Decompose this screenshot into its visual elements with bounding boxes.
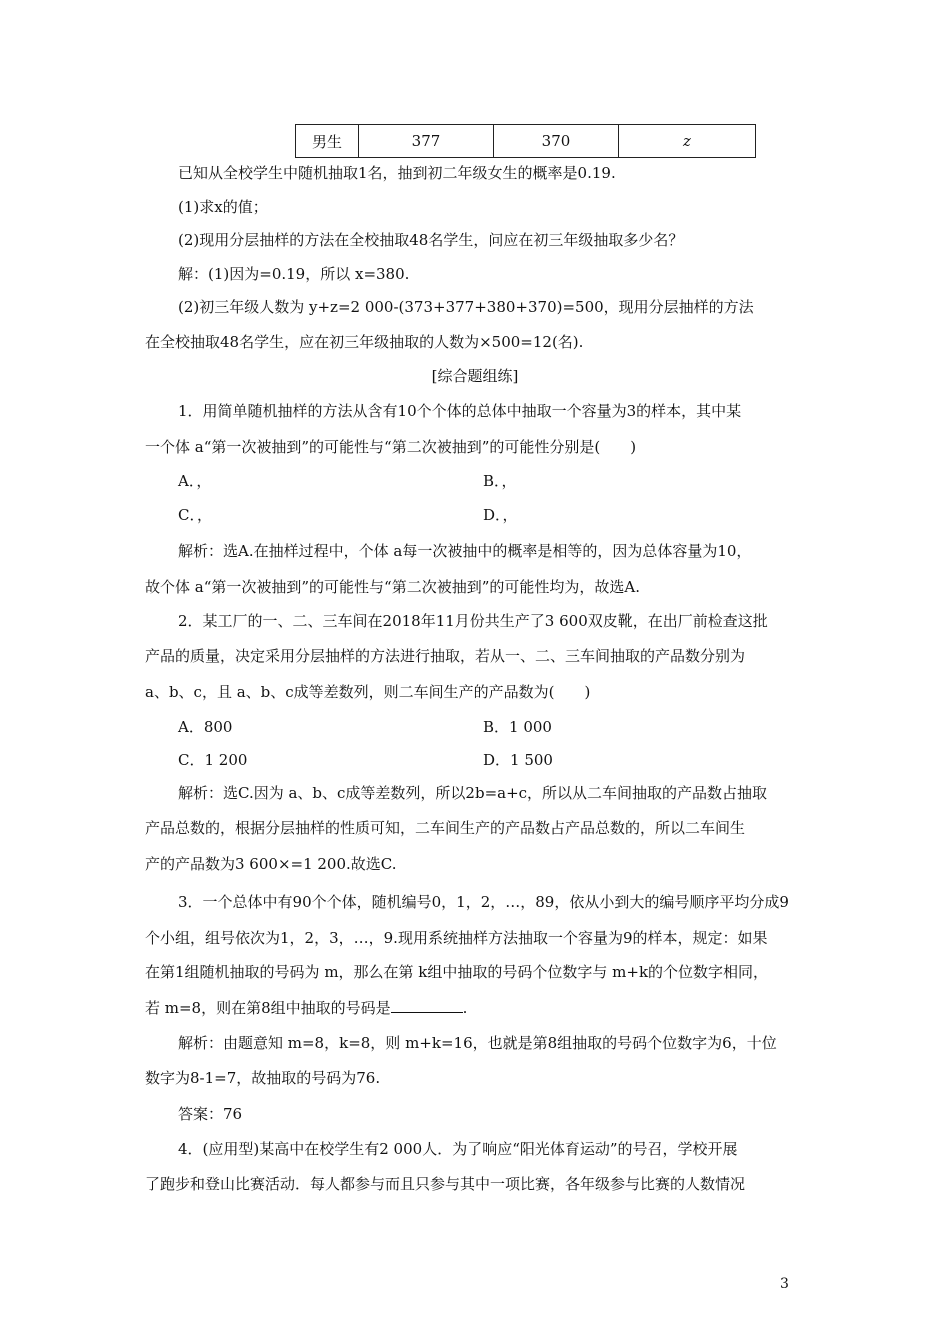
answer-line: 答案：76 bbox=[178, 1105, 243, 1123]
option-a: A．， bbox=[178, 472, 212, 490]
question-line: 3．一个总体中有90个个体，随机编号0，1，2，…，89，依从小到大的编号顺序平均分成9 bbox=[178, 893, 789, 911]
question-line: 在第1组随机抽取的号码为 m，那么在第 k组中抽取的号码个位数字与 m+k的个位数字相同， bbox=[145, 963, 769, 981]
question-line: 产品的质量，决定采用分层抽样的方法进行抽取，若从一、二、三车间抽取的产品数分别为 bbox=[145, 647, 746, 665]
table-cell-label: 男生 bbox=[296, 125, 359, 158]
table-row bbox=[296, 125, 756, 158]
question-line: 了跑步和登山比赛活动．每人都参与而且只参与其中一项比赛，各年级参与比赛的人数情况 bbox=[145, 1175, 746, 1193]
solution-line: 解析：选A.在抽样过程中，个体 a每一次被抽中的概率是相等的，因为总体容量为10， bbox=[178, 542, 752, 560]
question-line-with-blank bbox=[145, 998, 467, 1018]
question-line: a、b、c，且 a、b、c成等差数列，则二车间生产的产品数为( ) bbox=[145, 683, 591, 701]
question-line: 4．(应用型)某高中在校学生有2 000人．为了响应“阳光体育运动”的号召，学校开展 bbox=[178, 1140, 738, 1158]
question-line: 2．某工厂的一、二、三车间在2018年11月份共生产了3 600双皮靴，在出厂前检查这批 bbox=[178, 612, 768, 630]
option-d: D．1 500 bbox=[483, 751, 553, 769]
solution-line: 产的产品数为3 600×=1 200.故选C. bbox=[145, 855, 397, 873]
student-count-table-fragment bbox=[295, 124, 756, 158]
question-text: 若 m=8，则在第8组中抽取的号码是 bbox=[145, 999, 391, 1017]
option-d: D．， bbox=[483, 506, 518, 524]
solution-line: 故个体 a“第一次被抽到”的可能性与“第二次被抽到”的可能性均为，故选A. bbox=[145, 578, 640, 596]
text-line: (2)现用分层抽样的方法在全校抽取48名学生，问应在初三年级抽取多少名？ bbox=[178, 231, 684, 249]
option-b: B．1 000 bbox=[483, 718, 552, 736]
question-line: 1．用简单随机抽样的方法从含有10个个体的总体中抽取一个容量为3的样本，其中某 bbox=[178, 402, 742, 420]
page-number: 3 bbox=[780, 1276, 789, 1292]
question-end: . bbox=[462, 999, 468, 1017]
option-b: B．， bbox=[483, 472, 517, 490]
table-cell: 370 bbox=[494, 125, 619, 158]
option-a: A．800 bbox=[178, 718, 233, 736]
text-line: 已知从全校学生中随机抽取1名，抽到初二年级女生的概率是0.19. bbox=[178, 164, 616, 182]
solution-line: 解析：由题意知 m=8，k=8，则 m+k=16，也就是第8组抽取的号码个位数字为6，十位 bbox=[178, 1034, 777, 1052]
question-line: 个小组，组号依次为1，2，3，…，9.现用系统抽样方法抽取一个容量为9的样本，规定：如果 bbox=[145, 929, 768, 947]
table-cell: z bbox=[619, 125, 756, 158]
answer-blank bbox=[391, 998, 463, 1013]
solution-line: 解析：选C.因为 a、b、c成等差数列，所以2b=a+c，所以从二车间抽取的产品数占抽取 bbox=[178, 784, 768, 802]
text-line: 解：(1)因为=0.19，所以 x=380. bbox=[178, 265, 410, 283]
text-line: 在全校抽取48名学生，应在初三年级抽取的人数为×500=12(名). bbox=[145, 333, 584, 351]
option-c: C．1 200 bbox=[178, 751, 248, 769]
text-line: (1)求x的值； bbox=[178, 198, 268, 216]
text-line: (2)初三年级人数为 y+z=2 000-(373+377+380+370)=500，现用分层抽样的方法 bbox=[178, 298, 754, 316]
solution-line: 产品总数的，根据分层抽样的性质可知，二车间生产的产品数占产品总数的，所以二车间生 bbox=[145, 819, 746, 837]
solution-line: 数字为8-1=7，故抽取的号码为76. bbox=[145, 1069, 381, 1087]
section-heading: [综合题组练] bbox=[431, 367, 519, 385]
option-c: C．， bbox=[178, 506, 212, 524]
question-line: 一个体 a“第一次被抽到”的可能性与“第二次被抽到”的可能性分别是( ) bbox=[145, 438, 637, 456]
table-cell: 377 bbox=[359, 125, 494, 158]
